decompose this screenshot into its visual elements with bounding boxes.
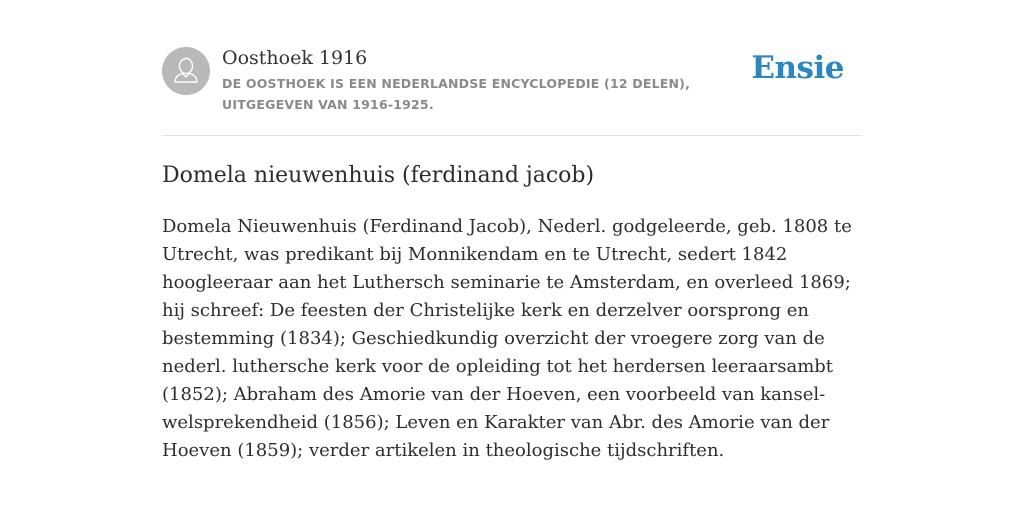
user-avatar-icon [162, 47, 210, 95]
entry-body: Domela Nieuwenhuis (Ferdinand Jacob), Nederl. godgeleerde, geb. 1808 te Utrecht, was predikant bij Monnikendam en te Utrecht, sedert 1842 hoogleeraar aan het Luthersch seminarie te Amsterdam, en overleed 1869; hij schreef: De feesten der Christelijke kerk en derzelver oorsprong en bestemming (1834); Geschiedkundig overzicht der vroegere zorg van de nederl. luthersche kerk voor de opleiding tot het herdersen leeraarsambt (1852); Abraham des Amorie van der Hoeven, een voorbeeld van kansel-welsprekendheid (1856); Leven en Karakter van Abr. des Amorie van der Hoeven (1859); verder artikelen in theologische tijdschriften. [162, 216, 852, 461]
source-header [162, 46, 862, 136]
ensie-logo[interactable]: Ensie [751, 50, 844, 86]
entry-card [162, 46, 862, 465]
source-title[interactable]: Oosthoek 1916 [222, 47, 368, 69]
source-info [222, 46, 762, 115]
source-description: DE OOSTHOEK IS EEN NEDERLANDSE ENCYCLOPEDIE (12 DELEN), UITGEGEVEN VAN 1916-1925. [222, 76, 691, 112]
entry-title: Domela nieuwenhuis (ferdinand jacob) [162, 163, 595, 188]
